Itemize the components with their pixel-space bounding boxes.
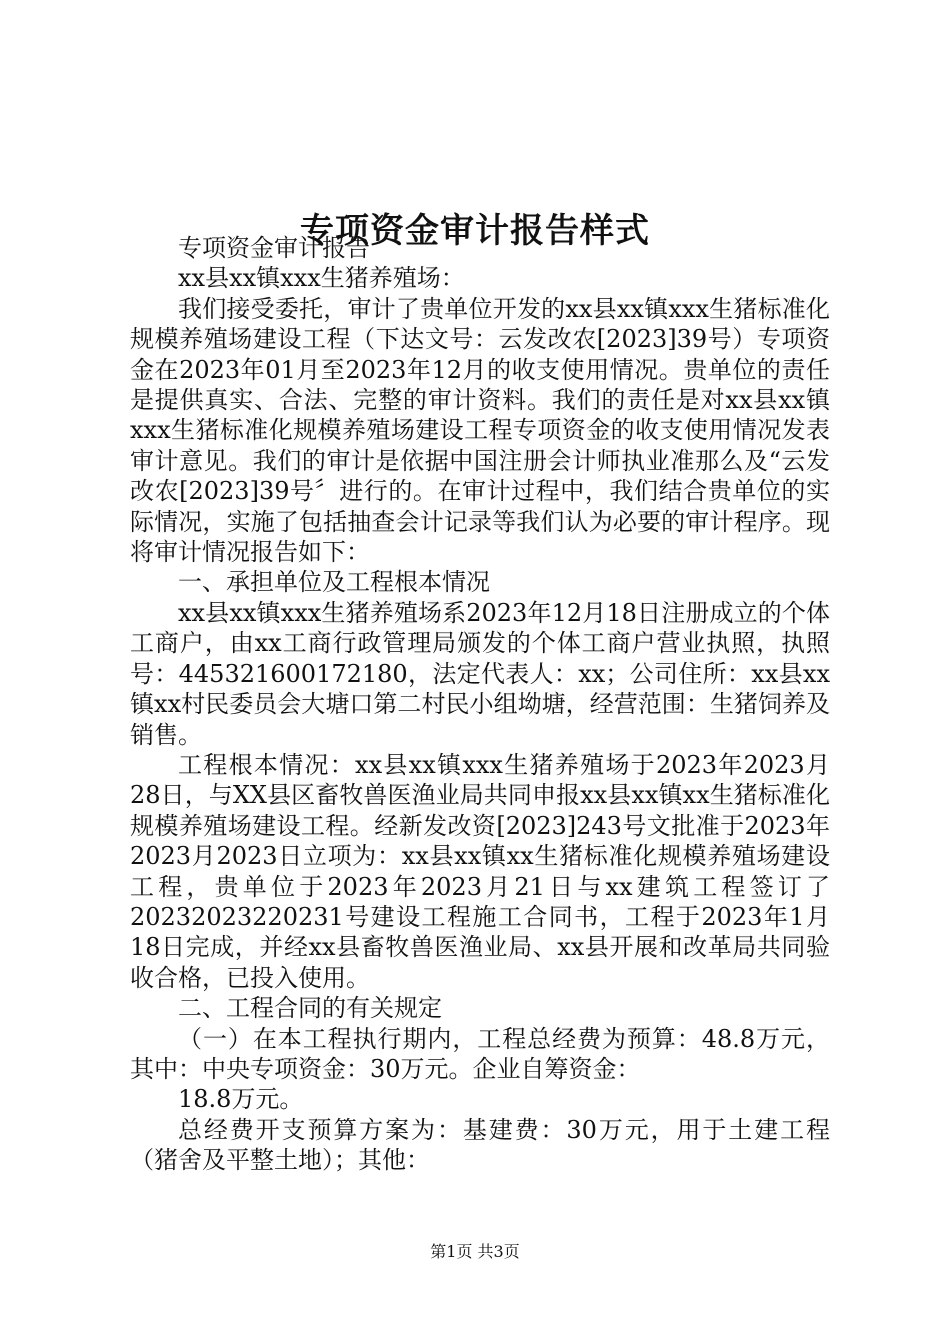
intro-paragraph: 我们接受委托，审计了贵单位开发的xx县xx镇xxx生猪标准化规模养殖场建设工程（下达文号：云发改农[2023]39号）专项资金在2023年01月至2023年12月的收支使用情况。贵单位的责任是提供真实、合法、完整的审计资料。我们的责任是对xx县xx镇xxx生猪标准化规模养殖场建设工程专项资金的收支使用情况发表审计意见。我们的审计是依据中国注册会计师执业准那么及“云发改农[2023]39号〞进行的。在审计过程中，我们结合贵单位的实际情况，实施了包括抽查会计记录等我们认为必要的审计程序。现将审计情况报告如下： [130, 294, 830, 567]
unit-info-paragraph: xx县xx镇xxx生猪养殖场系2023年12月18日注册成立的个体工商户，由xx工商行政管理局颁发的个体工商户营业执照，执照号：445321600172180，法定代表人：xx；公司住所：xx县xx镇xx村民委员会大塘口第二村民小组坳塘，经营范围：生猪饲养及销售。 [130, 598, 830, 749]
project-info-paragraph: 工程根本情况：xx县xx镇xxx生猪养殖场于2023年2023月28日，与XX县区畜牧兽医渔业局共同申报xx县xx镇xx生猪标准化规模养殖场建设工程。经新发改资[2023]243号文批准于2023年2023月2023日立项为：xx县xx镇xx生猪标准化规模养殖场建设工程，贵单位于2023年2023月21日与xx建筑工程签订了20232023220231号建设工程施工合同书，工程于2023年1月18日完成，并经xx县畜牧兽医渔业局、xx县开展和改革局共同验收合格，已投入使用。 [130, 750, 830, 992]
page-number-footer: 第1页 共3页 [430, 1242, 520, 1261]
budget-plan-paragraph: 总经费开支预算方案为：基建费：30万元，用于土建工程（猪舍及平整土地）；其他： [130, 1115, 830, 1175]
document-body [130, 233, 830, 1176]
section-heading-1: 一、承担单位及工程根本情况 [178, 568, 490, 597]
document-title: 专项资金审计报告样式 [300, 210, 650, 251]
section-heading-2: 二、工程合同的有关规定 [178, 994, 442, 1023]
budget-continuation: 18.8万元。 [178, 1085, 304, 1114]
addressee-paragraph: xx县xx镇xxx生猪养殖场： [178, 264, 465, 293]
budget-paragraph: （一）在本工程执行期内，工程总经费为预算：48.8万元，其中：中央专项资金：30万元。企业自筹资金： [130, 1024, 830, 1083]
subtitle-paragraph: 专项资金审计报告 [178, 234, 370, 262]
